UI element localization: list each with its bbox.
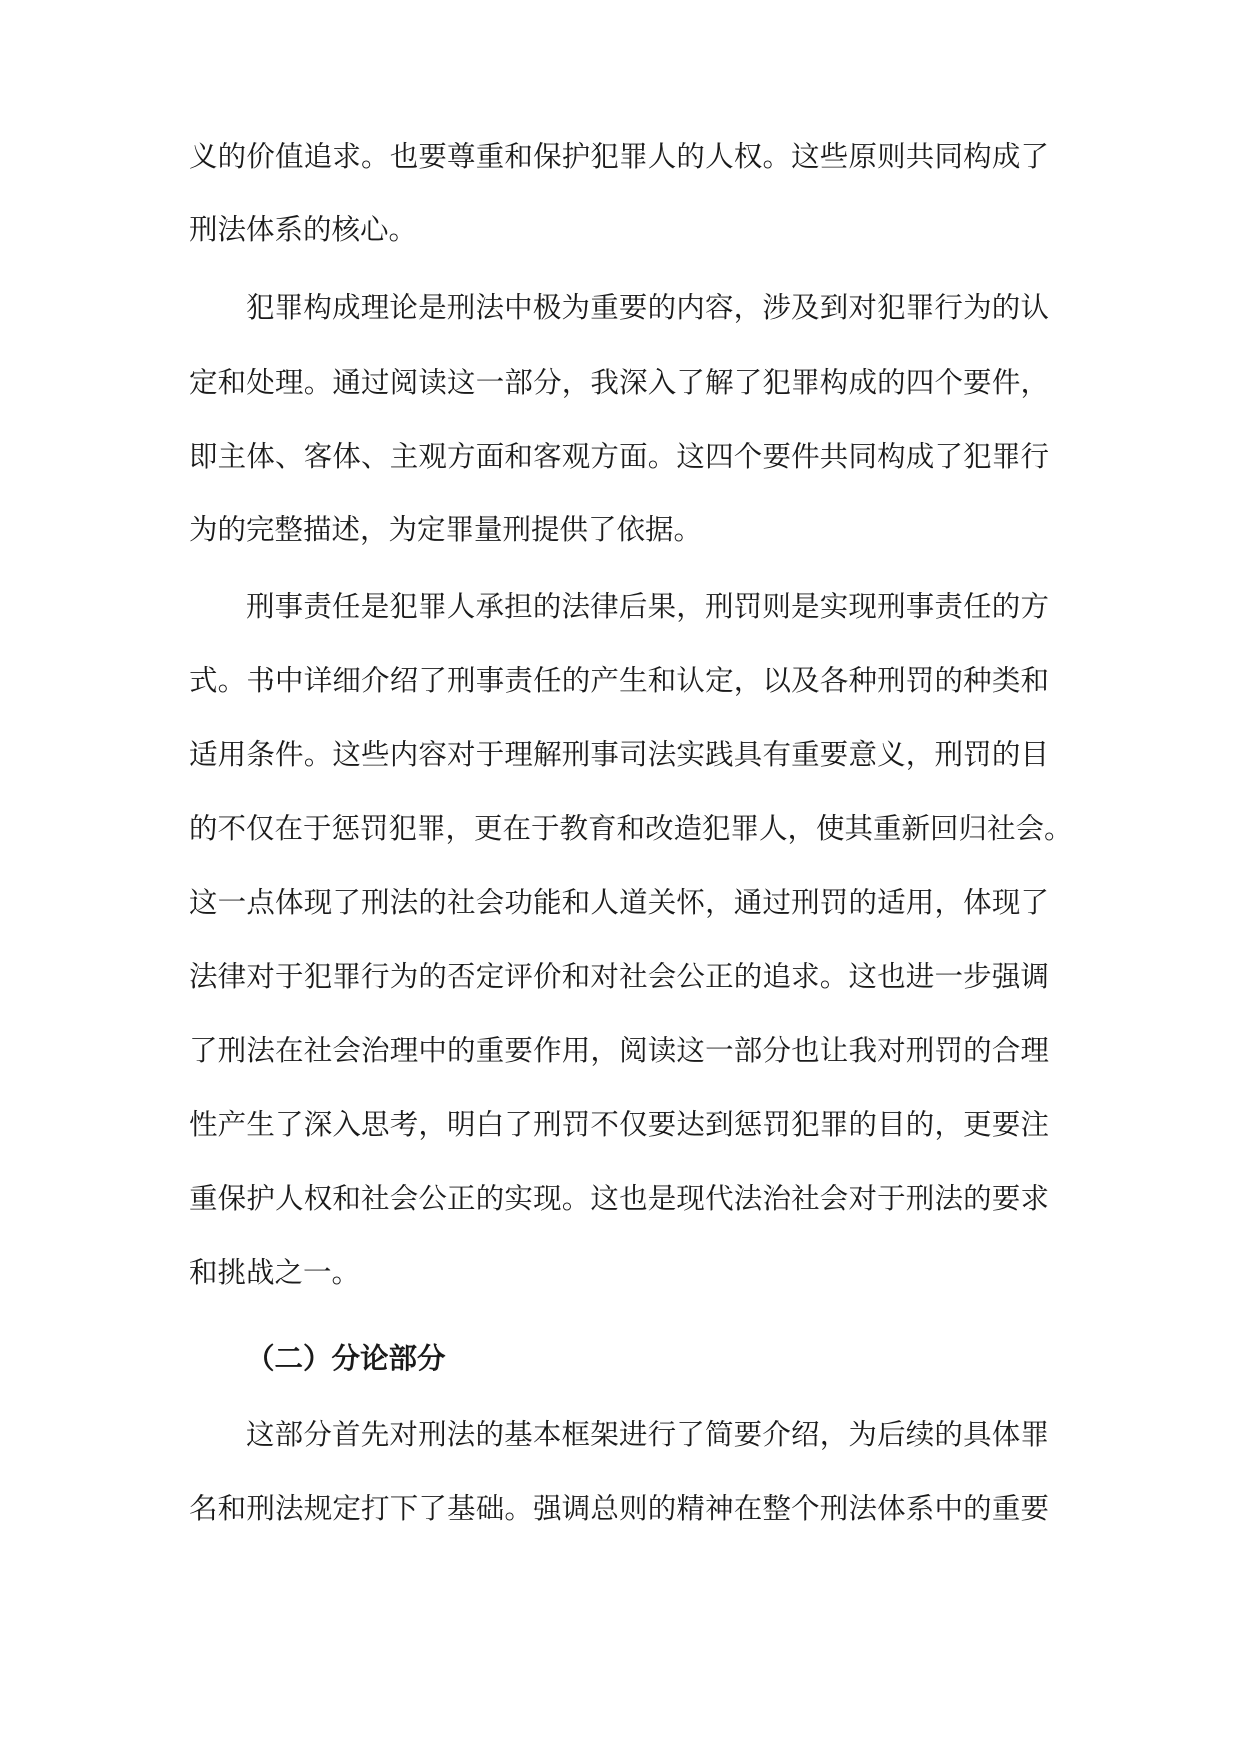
paragraph-line: 和挑战之一。: [189, 1256, 361, 1289]
paragraph-line: 义的价值追求。也要尊重和保护犯罪人的人权。这些原则共同构成了: [189, 140, 1049, 173]
paragraph-line: 犯罪构成理论是刑法中极为重要的内容，涉及到对犯罪行为的认: [246, 291, 1049, 324]
section-heading: （二）分论部分: [246, 1342, 446, 1375]
paragraph-line: 适用条件。这些内容对于理解刑事司法实践具有重要意义，刑罚的目: [189, 738, 1049, 771]
paragraph-line: 即主体、客体、主观方面和客观方面。这四个要件共同构成了犯罪行: [189, 440, 1049, 473]
paragraph-line: 性产生了深入思考，明白了刑罚不仅要达到惩罚犯罪的目的，更要注: [189, 1108, 1049, 1141]
paragraph-line: 法律对于犯罪行为的否定评价和对社会公正的追求。这也进一步强调: [189, 960, 1049, 993]
paragraph-line: 重保护人权和社会公正的实现。这也是现代法治社会对于刑法的要求: [189, 1182, 1049, 1215]
paragraph-line: 了刑法在社会治理中的重要作用，阅读这一部分也让我对刑罚的合理: [189, 1034, 1049, 1067]
paragraph-line: 这部分首先对刑法的基本框架进行了简要介绍，为后续的具体罪: [246, 1418, 1049, 1451]
paragraph-line: 定和处理。通过阅读这一部分，我深入了解了犯罪构成的四个要件，: [189, 366, 1049, 399]
paragraph-line: 刑事责任是犯罪人承担的法律后果，刑罚则是实现刑事责任的方: [246, 590, 1049, 623]
paragraph-line: 的不仅在于惩罚犯罪，更在于教育和改造犯罪人，使其重新回归社会。: [189, 812, 1073, 845]
paragraph-line: 式。书中详细介绍了刑事责任的产生和认定，以及各种刑罚的种类和: [189, 664, 1049, 697]
paragraph-line: 刑法体系的核心。: [189, 213, 418, 246]
paragraph-line: 名和刑法规定打下了基础。强调总则的精神在整个刑法体系中的重要: [189, 1492, 1049, 1525]
paragraph-line: 这一点体现了刑法的社会功能和人道关怀，通过刑罚的适用，体现了: [189, 886, 1049, 919]
paragraph-line: 为的完整描述，为定罪量刑提供了依据。: [189, 513, 703, 546]
